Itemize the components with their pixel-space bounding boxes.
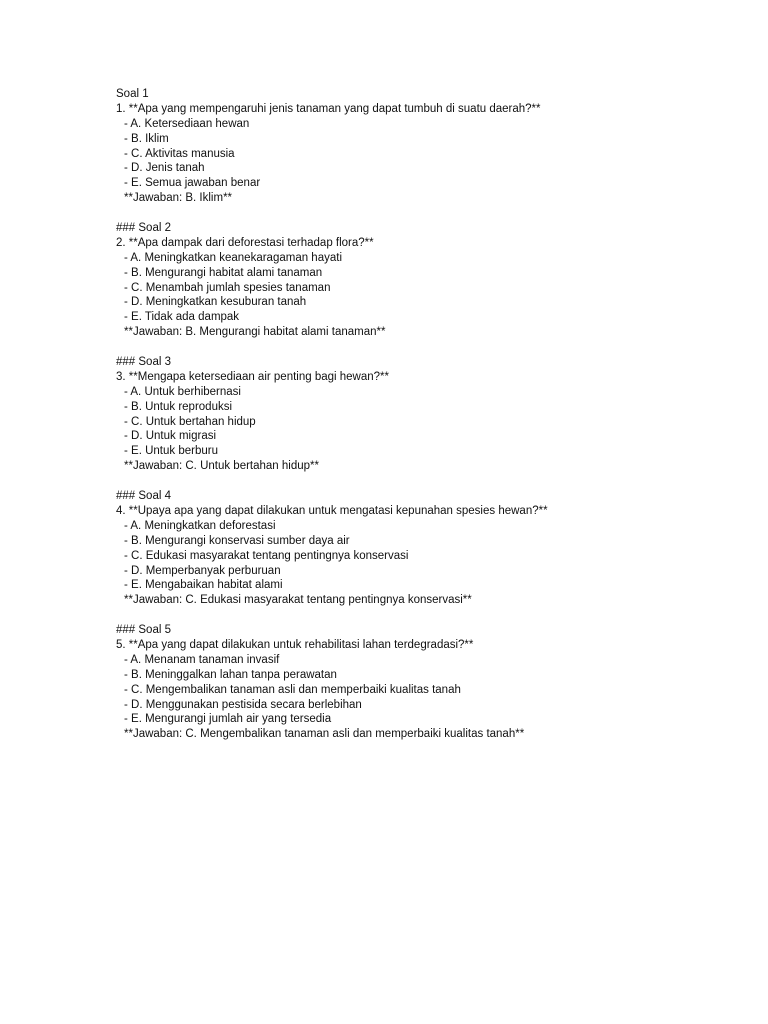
option-a: - A. Meningkatkan keanekaragaman hayati [124,251,342,264]
answer-text: **Jawaban: B. Mengurangi habitat alami tanaman** [124,326,386,339]
option-b: - B. Meninggalkan lahan tanpa perawatan [124,668,337,681]
option-b: - B. Mengurangi konservasi sumber daya air [124,534,350,547]
blank-line [116,608,716,623]
answer-text: **Jawaban: C. Mengembalikan tanaman asli dan memperbaiki kualitas tanah** [124,728,525,741]
section-heading: Soal 1 [116,88,149,100]
option-a: - A. Ketersediaan hewan [124,117,250,130]
answer-text: **Jawaban: C. Edukasi masyarakat tentang pentingnya konservasi** [124,594,472,607]
question-text: 3. **Mengapa ketersediaan air penting bagi hewan?** [116,370,390,383]
section-heading: ### Soal 3 [116,356,171,369]
option-d: - D. Menggunakan pestisida secara berlebihan [124,698,362,711]
option-c: - C. Mengembalikan tanaman asli dan memperbaiki kualitas tanah [124,683,461,696]
option-d: - D. Meningkatkan kesuburan tanah [124,296,307,309]
blank-line [116,206,716,221]
option-c: - C. Aktivitas manusia [124,147,235,160]
document-body [116,87,716,742]
section-heading: ### Soal 5 [116,624,171,637]
option-c: - C. Untuk bertahan hidup [124,415,256,428]
question-section [116,623,716,742]
question-text: 2. **Apa dampak dari deforestasi terhadap flora?** [116,236,374,249]
option-d: - D. Untuk migrasi [124,430,217,443]
section-heading: ### Soal 2 [116,222,171,235]
option-e: - E. Mengabaikan habitat alami [124,579,283,592]
answer-text: **Jawaban: C. Untuk bertahan hidup** [124,460,319,473]
question-section [116,355,716,474]
option-e: - E. Semua jawaban benar [124,177,261,190]
option-a: - A. Menanam tanaman invasif [124,653,280,666]
question-text: 1. **Apa yang mempengaruhi jenis tanaman yang dapat tumbuh di suatu daerah?** [116,102,541,115]
option-a: - A. Untuk berhibernasi [124,385,241,398]
blank-line [116,340,716,355]
answer-text: **Jawaban: B. Iklim** [124,192,233,205]
question-section [116,87,716,206]
blank-line [116,474,716,489]
question-section [116,221,716,340]
option-b: - B. Untuk reproduksi [124,400,233,413]
question-text: 5. **Apa yang dapat dilakukan untuk rehabilitasi lahan terdegradasi?** [116,638,474,651]
option-c: - C. Menambah jumlah spesies tanaman [124,281,331,294]
option-d: - D. Memperbanyak perburuan [124,564,281,577]
option-e: - E. Untuk berburu [124,445,218,458]
section-heading: ### Soal 4 [116,490,171,503]
question-text: 4. **Upaya apa yang dapat dilakukan untuk mengatasi kepunahan spesies hewan?** [116,504,548,517]
option-a: - A. Meningkatkan deforestasi [124,519,276,532]
question-section [116,489,716,608]
option-c: - C. Edukasi masyarakat tentang pentingnya konservasi [124,549,409,562]
option-b: - B. Mengurangi habitat alami tanaman [124,266,323,279]
option-b: - B. Iklim [124,132,169,145]
option-e: - E. Mengurangi jumlah air yang tersedia [124,713,332,726]
option-d: - D. Jenis tanah [124,162,205,175]
option-e: - E. Tidak ada dampak [124,311,240,324]
